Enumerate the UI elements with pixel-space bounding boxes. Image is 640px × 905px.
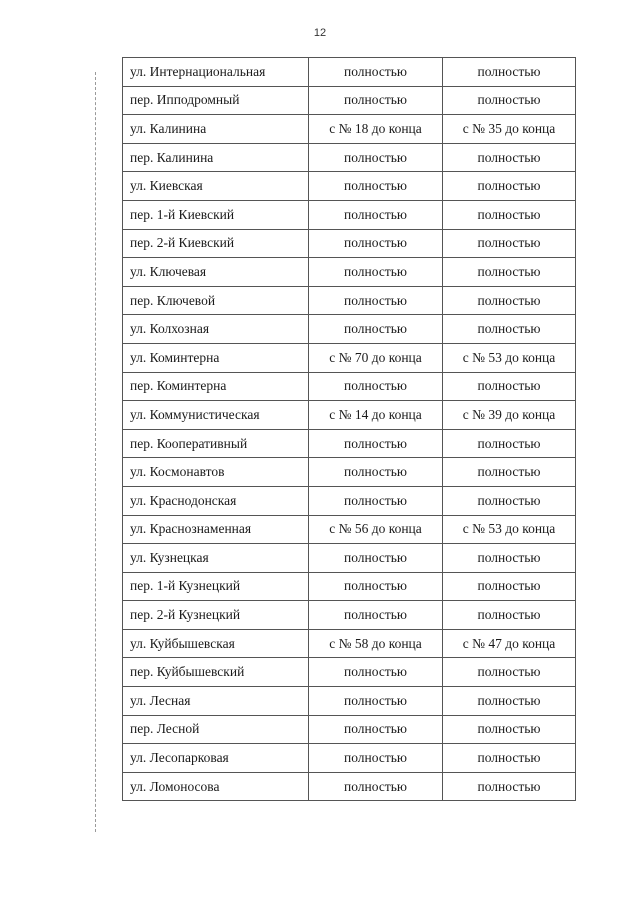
table-row [123,658,576,687]
odd-side-cell: полностью [309,715,443,744]
street-name-cell: ул. Интернациональная [123,58,309,87]
even-side-cell: полностью [443,200,576,229]
odd-side-cell: полностью [309,572,443,601]
odd-side-cell: с № 56 до конца [309,515,443,544]
even-side-cell: с № 47 до конца [443,629,576,658]
table-row [123,744,576,773]
even-side-cell: полностью [443,86,576,115]
even-side-cell: полностью [443,658,576,687]
odd-side-cell: полностью [309,143,443,172]
street-name-cell: ул. Коммунистическая [123,401,309,430]
even-side-cell: полностью [443,429,576,458]
street-name-cell: пер. 2-й Киевский [123,229,309,258]
street-name-cell: пер. Калинина [123,143,309,172]
table-row [123,200,576,229]
odd-side-cell: полностью [309,172,443,201]
odd-side-cell: полностью [309,315,443,344]
table-row [123,343,576,372]
table-row [123,515,576,544]
table-row [123,429,576,458]
even-side-cell: полностью [443,143,576,172]
street-table-body [123,58,576,801]
even-side-cell: полностью [443,486,576,515]
odd-side-cell: полностью [309,286,443,315]
even-side-cell: полностью [443,772,576,801]
street-name-cell: пер. Лесной [123,715,309,744]
table-row [123,401,576,430]
even-side-cell: полностью [443,744,576,773]
table-row [123,715,576,744]
odd-side-cell: с № 18 до конца [309,115,443,144]
even-side-cell: полностью [443,715,576,744]
table-row [123,601,576,630]
table-row [123,572,576,601]
street-name-cell: ул. Краснознаменная [123,515,309,544]
street-name-cell: пер. Кооперативный [123,429,309,458]
table-row [123,544,576,573]
street-name-cell: ул. Киевская [123,172,309,201]
odd-side-cell: полностью [309,744,443,773]
street-name-cell: ул. Коминтерна [123,343,309,372]
even-side-cell: с № 53 до конца [443,515,576,544]
even-side-cell: полностью [443,315,576,344]
street-name-cell: ул. Космонавтов [123,458,309,487]
table-row [123,229,576,258]
table-row [123,115,576,144]
street-name-cell: пер. Коминтерна [123,372,309,401]
street-name-cell: ул. Лесопарковая [123,744,309,773]
even-side-cell: полностью [443,572,576,601]
odd-side-cell: полностью [309,258,443,287]
street-name-cell: ул. Куйбышевская [123,629,309,658]
even-side-cell: полностью [443,58,576,87]
even-side-cell: с № 53 до конца [443,343,576,372]
street-name-cell: ул. Ключевая [123,258,309,287]
table-row [123,687,576,716]
odd-side-cell: полностью [309,486,443,515]
table-row [123,286,576,315]
odd-side-cell: с № 70 до конца [309,343,443,372]
odd-side-cell: полностью [309,58,443,87]
odd-side-cell: полностью [309,772,443,801]
street-name-cell: пер. Ипподромный [123,86,309,115]
odd-side-cell: полностью [309,429,443,458]
table-row [123,143,576,172]
odd-side-cell: полностью [309,658,443,687]
table-row [123,315,576,344]
street-name-cell: ул. Краснодонская [123,486,309,515]
odd-side-cell: полностью [309,601,443,630]
table-row [123,458,576,487]
odd-side-cell: полностью [309,544,443,573]
even-side-cell: полностью [443,172,576,201]
table-row [123,372,576,401]
odd-side-cell: полностью [309,458,443,487]
table-row [123,486,576,515]
street-name-cell: пер. 1-й Кузнецкий [123,572,309,601]
even-side-cell: с № 35 до конца [443,115,576,144]
odd-side-cell: с № 58 до конца [309,629,443,658]
street-name-cell: ул. Колхозная [123,315,309,344]
table-row [123,772,576,801]
street-table [122,57,576,801]
table-row [123,86,576,115]
even-side-cell: полностью [443,601,576,630]
odd-side-cell: полностью [309,86,443,115]
even-side-cell: полностью [443,544,576,573]
even-side-cell: полностью [443,458,576,487]
street-name-cell: пер. 1-й Киевский [123,200,309,229]
even-side-cell: полностью [443,286,576,315]
odd-side-cell: полностью [309,372,443,401]
street-name-cell: ул. Ломоносова [123,772,309,801]
odd-side-cell: полностью [309,229,443,258]
even-side-cell: полностью [443,372,576,401]
margin-line [95,72,96,832]
street-name-cell: пер. Ключевой [123,286,309,315]
odd-side-cell: полностью [309,200,443,229]
table-row [123,629,576,658]
street-name-cell: пер. Куйбышевский [123,658,309,687]
street-name-cell: ул. Кузнецкая [123,544,309,573]
table-row [123,58,576,87]
even-side-cell: с № 39 до конца [443,401,576,430]
even-side-cell: полностью [443,229,576,258]
table-row [123,172,576,201]
odd-side-cell: с № 14 до конца [309,401,443,430]
table-row [123,258,576,287]
street-name-cell: ул. Лесная [123,687,309,716]
even-side-cell: полностью [443,687,576,716]
odd-side-cell: полностью [309,687,443,716]
street-name-cell: пер. 2-й Кузнецкий [123,601,309,630]
even-side-cell: полностью [443,258,576,287]
street-name-cell: ул. Калинина [123,115,309,144]
page-number: 12 [313,27,327,39]
